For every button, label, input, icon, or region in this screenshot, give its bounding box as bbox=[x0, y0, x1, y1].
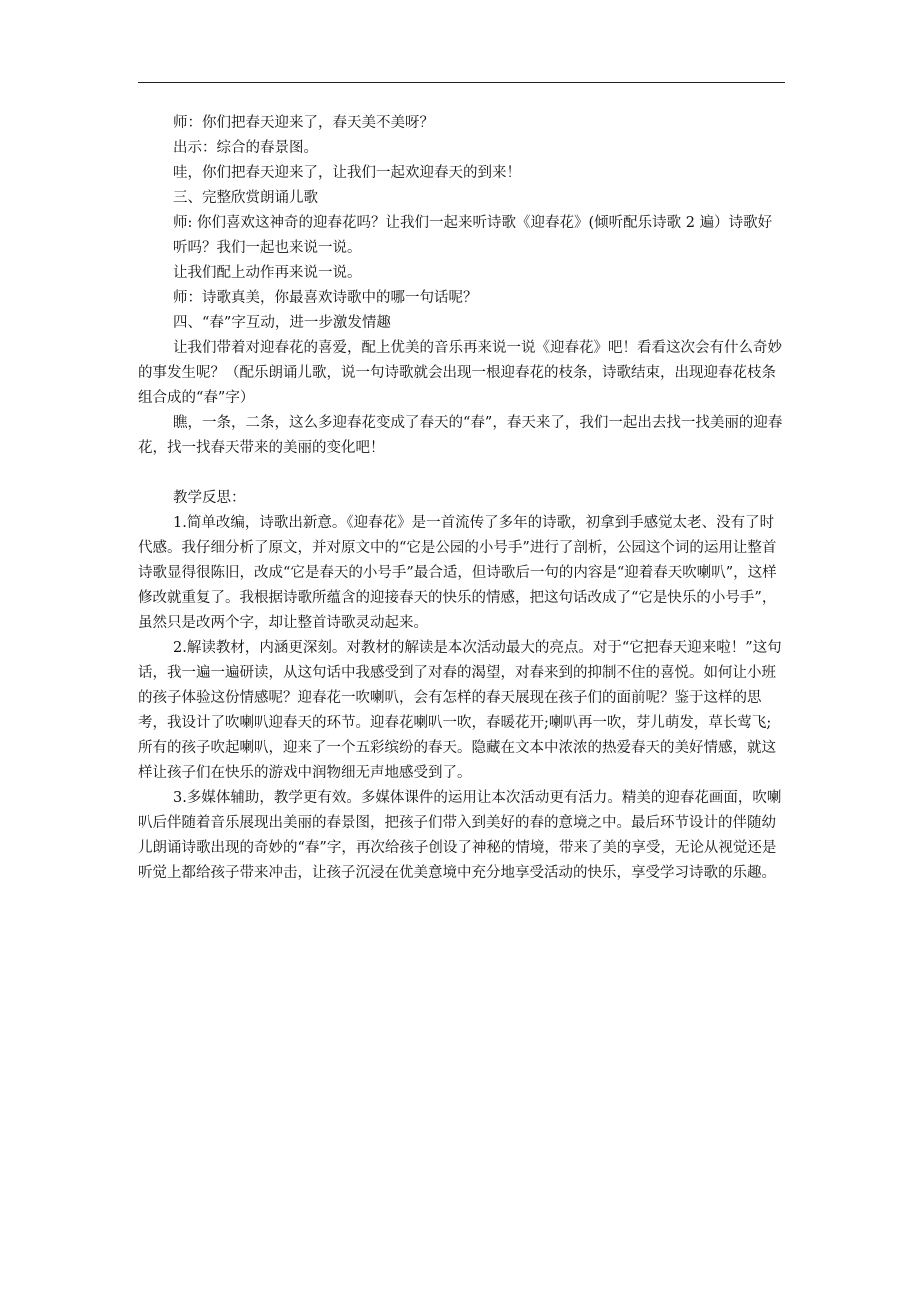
reflection-title: 教学反思： bbox=[173, 490, 246, 506]
section-heading-three: 三、完整欣赏朗诵儿歌 bbox=[173, 190, 318, 206]
line-show-picture: 出示：综合的春景图。 bbox=[173, 140, 318, 156]
reflection-item-1: 1.简单改编，诗歌出新意。《迎春花》是一首流传了多年的诗歌，初拿到手感觉太老、没有了时代感。我仔细分析了原文，并对原文中的“它是公园的小号手”进行了剖析，公园这个词的运用让整首诗歌显得很陈旧，改成“它是春天的小号手”最合适，但诗歌后一句的内容是“迎着春天吹喇叭”，这样修改就重复了。我根据诗歌所蕴含的迎接春天的快乐的情感，把这句话改成了“它是快乐的小号手”，虽然只是改两个字，却让整首诗歌灵动起来。 bbox=[138, 515, 777, 631]
document-body bbox=[138, 111, 783, 886]
line-teacher-question: 师：你们把春天迎来了，春天美不美呀？ bbox=[173, 115, 434, 131]
paragraph-spring-music: 让我们带着对迎春花的喜爱，配上优美的音乐再来说一说《迎春花》吧！看看这次会有什么奇妙的事发生呢？（配乐朗诵儿歌，说一句诗歌就会出现一根迎春花的枝条，诗歌结束，出现迎春花枝条组合成的“春”字） bbox=[138, 340, 782, 406]
line-welcome-spring: 哇，你们把春天迎来了，让我们一起欢迎春天的到来！ bbox=[173, 165, 521, 181]
line-favorite-sentence: 师：诗歌真美，你最喜欢诗歌中的哪一句话呢？ bbox=[173, 290, 478, 306]
header-rule bbox=[138, 82, 785, 83]
reflection-item-2: 2.解读教材，内涵更深刻。对教材的解读是本次活动最大的亮点。对于“它把春天迎来啦！”这句话，我一遍一遍研读，从这句话中我感受到了对春的渴望，对春来到的抑制不住的喜悦。如何让小班的孩子体验这份情感呢？迎春花一吹喇叭，会有怎样的春天展现在孩子们的面前呢？鉴于这样的思考，我设计了吹喇叭迎春天的环节。迎春花喇叭一吹，春暖花开;喇叭再一吹，芽儿萌发，草长莺飞;所有的孩子吹起喇叭，迎来了一个五彩缤纷的春天。隐藏在文本中浓浓的热爱春天的美好情感，就这样让孩子们在快乐的游戏中润物细无声地感受到了。 bbox=[138, 640, 782, 781]
spacer bbox=[173, 461, 783, 486]
section-heading-four: 四、“春”字互动，进一步激发情趣 bbox=[173, 315, 391, 331]
paragraph-spring-character: 瞧，一条，二条，这么多迎春花变成了春天的“春”，春天来了，我们一起出去找一找美丽的迎春花，找一找春天带来的美丽的变化吧！ bbox=[138, 415, 783, 456]
reflection-item-3: 3.多媒体辅助，教学更有效。多媒体课件的运用让本次活动更有活力。精美的迎春花画面，吹喇叭后伴随着音乐展现出美丽的春景图，把孩子们带入到美好的春的意境之中。最后环节设计的伴随幼儿朗诵诗歌出现的奇妙的“春”字，再次给孩子创设了神秘的情境，带来了美的享受，无论从视觉还是听觉上都给孩子带来冲击，让孩子沉浸在优美意境中充分地享受活动的快乐，享受学习诗歌的乐趣。 bbox=[138, 790, 782, 881]
line-listen-poem: 师: 你们喜欢这神奇的迎春花吗？让我们一起来听诗歌《迎春花》(倾听配乐诗歌 2 遍）诗歌好听吗？我们一起也来说一说。 bbox=[173, 215, 773, 256]
line-act-out: 让我们配上动作再来说一说。 bbox=[173, 265, 362, 281]
